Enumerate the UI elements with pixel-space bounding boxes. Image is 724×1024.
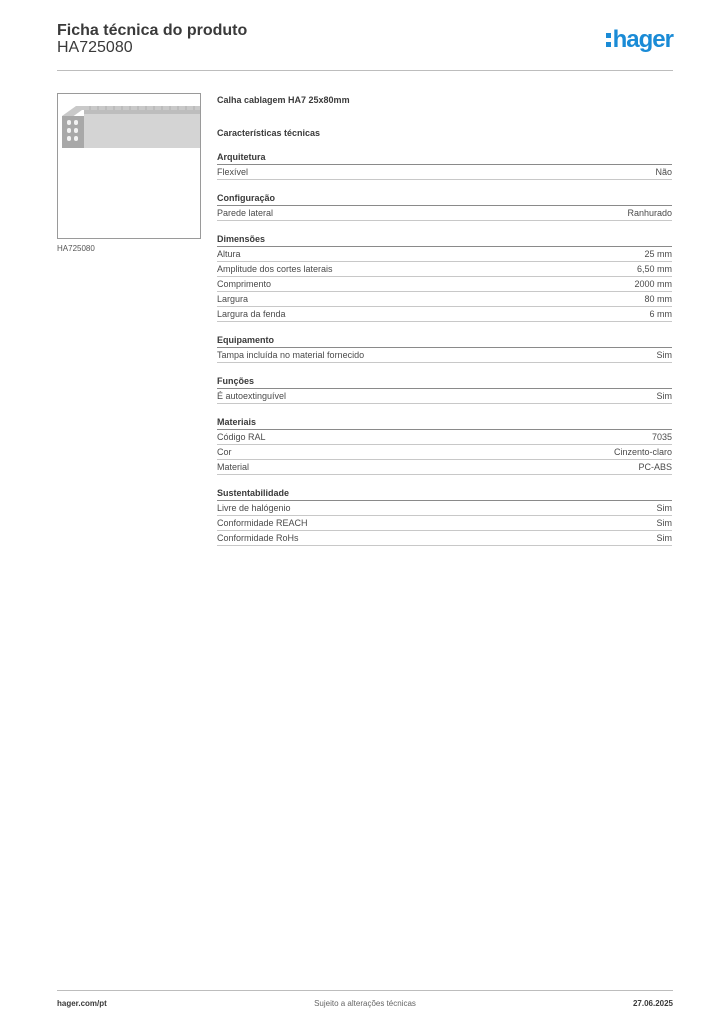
spec-label: Largura bbox=[217, 294, 249, 304]
spec-value: Sim bbox=[656, 503, 672, 513]
spec-row bbox=[217, 430, 672, 445]
spec-label: Amplitude dos cortes laterais bbox=[217, 264, 333, 274]
spec-value: Sim bbox=[656, 350, 672, 360]
spec-row bbox=[217, 501, 672, 516]
spec-label: Flexível bbox=[217, 167, 249, 177]
spec-row bbox=[217, 292, 672, 307]
spec-value: Ranhurado bbox=[627, 208, 672, 218]
logo-text: hager bbox=[612, 26, 673, 53]
spec-group-sustentabilidade bbox=[217, 488, 672, 546]
spec-row bbox=[217, 165, 672, 180]
spec-label: Altura bbox=[217, 249, 241, 259]
footer-date: 27.06.2025 bbox=[632, 999, 673, 1008]
spec-group-funcoes bbox=[217, 376, 672, 404]
website-link[interactable]: hager.com/pt bbox=[57, 999, 107, 1008]
spec-value: 6,50 mm bbox=[636, 264, 672, 274]
page-header bbox=[57, 20, 673, 71]
spec-group-equipamento bbox=[217, 335, 672, 363]
spec-label: Conformidade REACH bbox=[217, 518, 308, 528]
group-title: Funções bbox=[217, 376, 672, 389]
spec-row bbox=[217, 262, 672, 277]
group-title: Arquitetura bbox=[217, 152, 672, 165]
spec-label: Comprimento bbox=[217, 279, 272, 289]
footer-notice: Sujeito a alterações técnicas bbox=[314, 999, 416, 1008]
spec-row bbox=[217, 247, 672, 262]
spec-row bbox=[217, 460, 672, 475]
spec-value: Não bbox=[655, 167, 672, 177]
spec-group-materiais bbox=[217, 417, 672, 475]
spec-value: PC-ABS bbox=[638, 462, 672, 472]
spec-label: Livre de halógenio bbox=[217, 503, 291, 513]
spec-value: Sim bbox=[656, 533, 672, 543]
spec-row bbox=[217, 277, 672, 292]
spec-value: 2000 mm bbox=[634, 279, 672, 289]
spec-label: Parede lateral bbox=[217, 208, 274, 218]
spec-label: Cor bbox=[217, 447, 232, 457]
spec-value: 80 mm bbox=[644, 294, 672, 304]
spec-group-arquitetura bbox=[217, 152, 672, 180]
group-title: Equipamento bbox=[217, 335, 672, 348]
spec-content bbox=[217, 95, 672, 546]
spec-row bbox=[217, 531, 672, 546]
spec-label: Material bbox=[217, 462, 250, 472]
spec-value: Sim bbox=[656, 518, 672, 528]
spec-label: Largura da fenda bbox=[217, 309, 286, 319]
product-name: Calha cablagem HA7 25x80mm bbox=[217, 95, 350, 105]
spec-value: Cinzento-claro bbox=[613, 447, 672, 457]
group-title: Dimensões bbox=[217, 234, 672, 247]
page-title: Ficha técnica do produto bbox=[57, 22, 248, 39]
spec-row bbox=[217, 348, 672, 363]
spec-row bbox=[217, 445, 672, 460]
spec-value: 6 mm bbox=[649, 309, 672, 319]
group-title: Configuração bbox=[217, 193, 672, 206]
spec-value: 25 mm bbox=[644, 249, 672, 259]
spec-value: 7035 bbox=[651, 432, 672, 442]
spec-row bbox=[217, 307, 672, 322]
product-image bbox=[57, 93, 201, 239]
logo-colon-icon bbox=[606, 33, 611, 47]
image-caption: HA725080 bbox=[57, 244, 95, 253]
spec-value: Sim bbox=[656, 391, 672, 401]
spec-group-dimensoes bbox=[217, 234, 672, 322]
cable-trunking-icon bbox=[58, 94, 200, 238]
spec-row bbox=[217, 389, 672, 404]
page-footer bbox=[57, 990, 673, 1011]
section-title: Características técnicas bbox=[217, 128, 321, 138]
spec-row bbox=[217, 516, 672, 531]
group-title: Materiais bbox=[217, 417, 672, 430]
spec-label: É autoextinguível bbox=[217, 391, 287, 401]
spec-label: Tampa incluída no material fornecido bbox=[217, 350, 365, 360]
spec-label: Conformidade RoHs bbox=[217, 533, 299, 543]
spec-row bbox=[217, 206, 672, 221]
hager-logo bbox=[606, 26, 673, 54]
product-reference: HA725080 bbox=[57, 39, 133, 56]
group-title: Sustentabilidade bbox=[217, 488, 672, 501]
spec-label: Código RAL bbox=[217, 432, 266, 442]
spec-group-configuracao bbox=[217, 193, 672, 221]
